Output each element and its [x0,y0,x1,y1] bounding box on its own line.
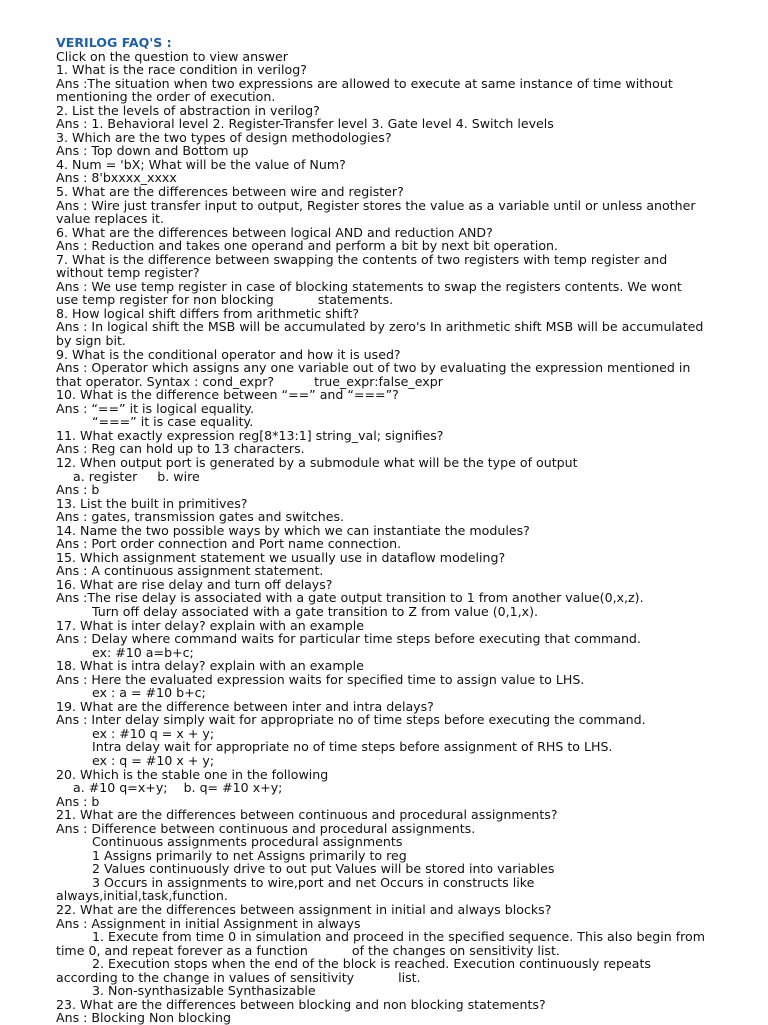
faq-line[interactable]: 22. What are the differences between assignment in initial and always blocks? [56,902,552,917]
faq-line: 3 Occurs in assignments to wire,port and net Occurs in constructs like [92,874,535,890]
faq-line: Ans : 8'bxxxx_xxxx [56,170,177,186]
faq-line: Ans : Operator which assigns any one variable out of two by evaluating the expression mentioned in [56,360,691,376]
faq-line[interactable]: 10. What is the difference between “==” and “===”? [56,387,399,403]
faq-line: “===” it is case equality. [92,414,254,430]
faq-line: 2 Values continuously drive to out put Values will be stored into variables [92,861,555,877]
faq-line[interactable]: 23. What are the differences between blocking and non blocking statements? [56,996,546,1012]
faq-line[interactable]: 2. List the levels of abstraction in verilog? [56,102,320,118]
faq-line: Ans : In logical shift the MSB will be accumulated by zero's In arithmetic shift MSB will be accumulated [56,319,704,335]
faq-line: Ans : Port order connection and Port name connection. [56,536,402,552]
faq-line: Ans : Reduction and takes one operand and perform a bit by next bit operation. [56,238,559,254]
faq-line[interactable]: 12. When output port is generated by a submodule what will be the type of output [56,454,578,470]
faq-line: value replaces it. [56,211,164,227]
faq-line: Ans : gates, transmission gates and switches. [56,509,345,525]
faq-line: always,initial,task,function. [56,888,228,904]
faq-line: mentioning the order of execution. [56,89,276,105]
faq-line: Ans : Assignment in initial Assignment in always [56,915,361,931]
faq-line: ex : #10 q = x + y; [92,725,215,741]
faq-line[interactable]: 16. What are rise delay and turn off delays? [56,576,333,592]
faq-line[interactable]: 20. Which is the stable one in the following [56,766,329,782]
faq-line: Ans :The situation when two expressions are allowed to execute at same instance of time without [56,75,673,91]
faq-line: Ans : b [56,482,100,498]
faq-line: Ans :The rise delay is associated with a gate output transition to 1 from another value(0,x,z). [56,590,644,606]
faq-line: that operator. Syntax : cond_expr? true_expr:false_expr [56,373,443,389]
faq-line: Turn off delay associated with a gate transition to Z from value (0,1,x). [92,603,539,619]
faq-line[interactable]: 21. What are the differences between continuous and procedural assignments? [56,807,558,823]
faq-line: time 0, and repeat forever as a function of the changes on sensitivity list. [56,942,560,958]
faq-line[interactable]: 14. Name the two possible ways by which we can instantiate the modules? [56,522,530,538]
faq-line: Ans : Delay where command waits for particular time steps before executing that command. [56,631,641,647]
faq-line[interactable]: 6. What are the differences between logical AND and reduction AND? [56,224,493,240]
faq-line: Ans : “==” it is logical equality. [56,400,254,416]
faq-line[interactable]: 9. What is the conditional operator and how it is used? [56,346,401,362]
faq-line: Ans : Inter delay simply wait for appropriate no of time steps before executing the command. [56,712,646,728]
faq-line[interactable]: 3. Which are the two types of design methodologies? [56,129,392,145]
faq-line: Intra delay wait for appropriate no of time steps before assignment of RHS to LHS. [92,739,613,755]
faq-line[interactable]: 15. Which assignment statement we usually use in dataflow modeling? [56,549,506,565]
faq-line: Ans : b [56,793,100,809]
faq-line: Ans : We use temp register in case of blocking statements to swap the registers contents. We wont [56,278,682,294]
faq-line[interactable]: 1. Execute from time 0 in simulation and proceed in the specified sequence. This also begin from [92,929,706,945]
faq-line[interactable]: 2. Execution stops when the end of the block is reached. Execution continuously repeats [92,956,651,972]
faq-line[interactable]: 5. What are the differences between wire and register? [56,184,404,200]
faq-line: Ans : Top down and Bottom up [56,143,249,159]
faq-line[interactable]: 7. What is the difference between swapping the contents of two registers with temp register and [56,251,668,267]
faq-line: ex: #10 a=b+c; [92,644,194,660]
faq-line: Ans : Blocking Non blocking [56,1010,231,1025]
faq-line[interactable]: 1. What is the race condition in verilog? [56,62,307,78]
faq-line[interactable]: 3. Non-synthasizable Synthasizable [92,983,316,999]
faq-line[interactable]: 13. List the built in primitives? [56,495,248,511]
faq-line[interactable]: 19. What are the difference between inter and intra delays? [56,698,434,714]
faq-line[interactable]: 11. What exactly expression reg[8*13:1] string_val; signifies? [56,427,444,443]
faq-line: Ans : Difference between continuous and procedural assignments. [56,820,476,836]
faq-line: use temp register for non blocking statements. [56,292,394,308]
faq-line: 1 Assigns primarily to net Assigns primarily to reg [92,847,407,863]
faq-line: ex : a = #10 b+c; [92,685,206,701]
faq-line[interactable]: 8. How logical shift differs from arithmetic shift? [56,305,360,321]
faq-line: ex : q = #10 x + y; [92,752,215,768]
faq-line: Ans : 1. Behavioral level 2. Register-Transfer level 3. Gate level 4. Switch levels [56,116,554,132]
faq-line: Ans : A continuous assignment statement. [56,563,324,579]
faq-line[interactable]: 4. Num = 'bX; What will be the value of Num? [56,156,346,172]
faq-line: Ans : Reg can hold up to 13 characters. [56,441,305,457]
faq-line: without temp register? [56,265,200,281]
faq-line: by sign bit. [56,333,126,349]
faq-line: Ans : Here the evaluated expression waits for specified time to assign value to LHS. [56,671,585,687]
faq-line[interactable]: 18. What is intra delay? explain with an example [56,658,364,674]
instruction-text: Click on the question to view answer [56,48,288,64]
faq-line: a. register b. wire [73,468,200,484]
document-title: VERILOG FAQ'S : [56,35,172,50]
faq-line[interactable]: 17. What is inter delay? explain with an example [56,617,364,633]
faq-line: Continuous assignments procedural assignments [92,834,403,850]
faq-body [56,50,768,1025]
faq-line: Ans : Wire just transfer input to output, Register stores the value as a variable until or unless another [56,197,696,213]
faq-line: a. #10 q=x+y; b. q= #10 x+y; [73,780,283,796]
faq-line: according to the change in values of sensitivity list. [56,969,421,985]
